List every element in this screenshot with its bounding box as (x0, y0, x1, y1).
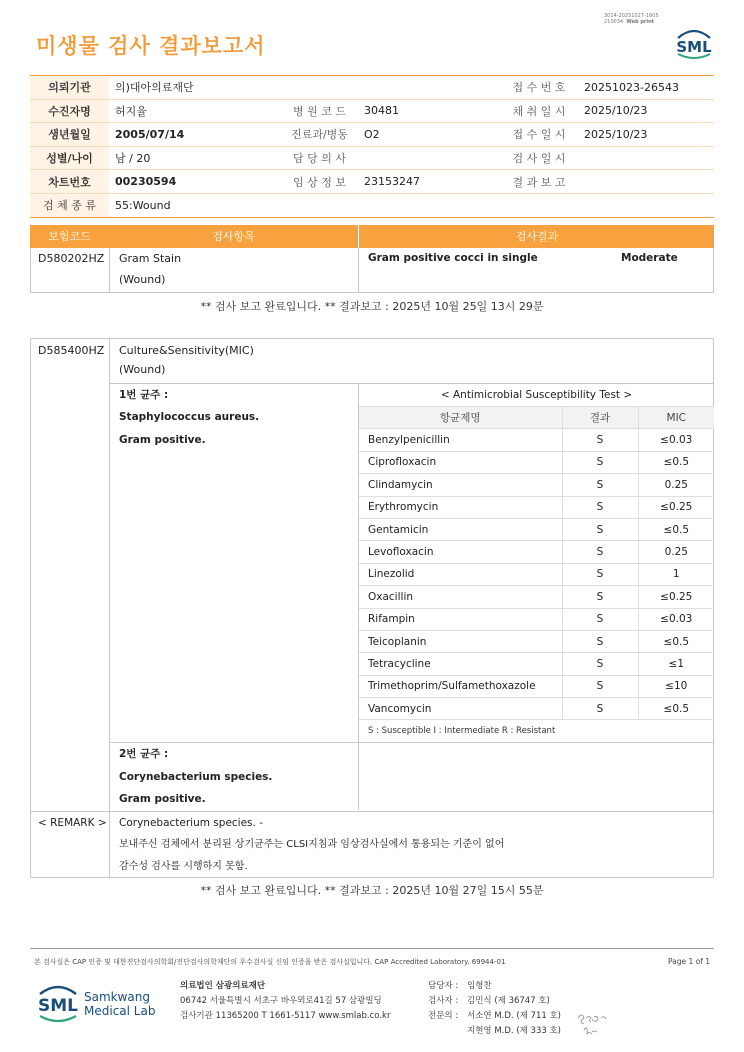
col-code-header: 보험코드 (48, 230, 91, 243)
ast-mic: ≤0.25 (638, 586, 714, 608)
ast-mic: 0.25 (638, 541, 714, 563)
logo-name-line2: Medical Lab (84, 1004, 156, 1018)
gram-stain-result: Gram positive cocci in single (368, 252, 538, 264)
org-address: 06742 서울특별시 서초구 바우뫼로41길 57 삼광빌딩 (180, 996, 382, 1006)
column-divider (109, 248, 110, 292)
ast-result: S (562, 630, 638, 652)
ast-row (359, 586, 714, 608)
ast-row (359, 608, 714, 630)
ast-mic: 1 (638, 563, 714, 585)
chart-no-value: 00230594 (109, 170, 281, 194)
info-row (30, 99, 714, 123)
ast-row (359, 653, 714, 675)
strain2-name: Corynebacterium species. (119, 771, 273, 783)
dept-value: O2 (358, 123, 500, 147)
logo-name-line1: Samkwang (84, 990, 150, 1004)
chart-no-label: 차트번호 (30, 170, 109, 194)
info-row (30, 123, 714, 147)
ast-mic: ≤0.5 (638, 630, 714, 652)
test-item-name: Gram Stain (119, 252, 182, 265)
patient-info-table (30, 75, 714, 218)
report-label: 결 과 보 고 (500, 170, 578, 194)
test-date-label: 검 사 일 시 (500, 146, 578, 170)
specimen-label: 검 체 종 류 (30, 193, 109, 217)
ast-drug-name: Gentamicin (359, 518, 562, 540)
doctor-value (358, 146, 500, 170)
ast-drug-name: Trimethoprim/Sulfamethoxazole (359, 675, 562, 697)
test-item-specimen: (Wound) (119, 273, 166, 286)
report-value (578, 170, 714, 194)
remark-line1: Corynebacterium species. - (119, 817, 263, 829)
ast-result: S (562, 675, 638, 697)
tester-name: 김민식 (제 36747 호) (467, 996, 550, 1006)
gram-stain-section (30, 248, 714, 293)
ast-title-row (359, 384, 714, 407)
strain1-gram: Gram positive. (119, 434, 206, 446)
sml-logo (672, 26, 716, 60)
ast-row (359, 496, 714, 518)
column-divider (358, 248, 359, 292)
report-complete-notice: ** 검사 보고 완료입니다. ** 결과보고 : 2025년 10월 25일 13시 29분 (200, 300, 544, 313)
tester-label: 검사자 : (428, 996, 459, 1006)
logo-sml-text: SML (38, 996, 78, 1016)
name-label: 수진자명 (30, 99, 109, 123)
ast-drug-name: Erythromycin (359, 496, 562, 518)
ast-mic: ≤1 (638, 653, 714, 675)
info-row (30, 193, 714, 217)
ast-row (359, 675, 714, 697)
ast-drug-name: Linezolid (359, 563, 562, 585)
ast-drug-name: Clindamycin (359, 474, 562, 496)
ast-mic: ≤0.5 (638, 698, 714, 720)
col-item-header: 검사항목 (212, 230, 255, 243)
ast-row (359, 630, 714, 652)
samkwang-logo (36, 980, 176, 1028)
ast-result: S (562, 474, 638, 496)
sex-age-label: 성별/나이 (30, 146, 109, 170)
doc-id-line2: 210034 (604, 19, 624, 25)
ast-result: S (562, 429, 638, 451)
ast-mic: ≤10 (638, 675, 714, 697)
col-result-header: 검사결과 (358, 225, 715, 248)
clinical-label: 임 상 정 보 (281, 170, 358, 194)
ast-drug-name: Levofloxacin (359, 541, 562, 563)
ast-result: S (562, 451, 638, 473)
page-title: 미생물 검사 결과보고서 (36, 34, 266, 58)
ast-drug-name: Tetracycline (359, 653, 562, 675)
ast-mic: 0.25 (638, 474, 714, 496)
ast-row (359, 474, 714, 496)
footer-divider (30, 948, 714, 949)
doc-id-line1: 3014-20251027-1605 (604, 13, 659, 19)
receipt-no-value: 20251023-26543 (578, 76, 714, 100)
culture-item-name: Culture&Sensitivity(MIC) (119, 344, 254, 357)
ast-drug-name: Rifampin (359, 608, 562, 630)
ast-mic: ≤0.03 (638, 608, 714, 630)
ast-drug-name: Oxacillin (359, 586, 562, 608)
request-org-value: 의)대아의료재단 (109, 76, 500, 100)
receipt-date-label: 접 수 일 시 (500, 123, 578, 147)
remark-label: < REMARK > (38, 817, 107, 829)
ast-result: S (562, 608, 638, 630)
ast-row (359, 563, 714, 585)
ast-title: < Antimicrobial Susceptibility Test > (440, 389, 633, 401)
ast-result: S (562, 586, 638, 608)
ast-mic: ≤0.25 (638, 496, 714, 518)
strain2-gram: Gram positive. (119, 793, 206, 805)
ast-result: S (562, 653, 638, 675)
ast-mic: ≤0.5 (638, 451, 714, 473)
ast-drug-name: Vancomycin (359, 698, 562, 720)
column-divider (109, 339, 110, 877)
collect-date-value: 2025/10/23 (578, 99, 714, 123)
ast-result: S (562, 518, 638, 540)
strain1-label: 1번 균주 : (119, 389, 169, 401)
ast-mic: ≤0.5 (638, 518, 714, 540)
result-table-header (30, 225, 714, 248)
gram-stain-amount: Moderate (621, 252, 678, 264)
birth-label: 생년월일 (30, 123, 109, 147)
row-divider (31, 811, 714, 812)
ast-row (359, 541, 714, 563)
ast-header-row (359, 407, 714, 429)
info-row (30, 170, 714, 194)
row-divider (109, 742, 714, 743)
ast-drug-name: Teicoplanin (359, 630, 562, 652)
ast-result: S (562, 541, 638, 563)
hospital-code-label: 병 원 코 드 (281, 99, 358, 123)
test-code: D580202HZ (38, 252, 105, 265)
culture-item-specimen: (Wound) (119, 363, 166, 376)
doctor2-name: 지현영 M.D. (제 333 호) (467, 1026, 562, 1036)
doctor-label: 담 당 의 사 (281, 146, 358, 170)
ast-mic: ≤0.03 (638, 429, 714, 451)
ast-row (359, 518, 714, 540)
ast-result: S (562, 563, 638, 585)
info-row (30, 76, 714, 100)
hospital-code-value: 30481 (358, 99, 500, 123)
remark-line3: 감수성 검사를 시행하지 못함. (119, 861, 248, 872)
ast-legend: S : Susceptible I : Intermediate R : Resistant (359, 720, 714, 742)
collect-date-label: 채 취 일 시 (500, 99, 578, 123)
ast-col-result: 결과 (562, 407, 638, 429)
ast-drug-name: Benzylpenicillin (359, 429, 562, 451)
staff-name: 임형찬 (467, 981, 492, 991)
info-row (30, 146, 714, 170)
clinical-value: 23153247 (358, 170, 500, 194)
page-number: Page 1 of 1 (668, 957, 711, 966)
specimen-value: 55:Wound (109, 193, 714, 217)
ast-table (359, 384, 714, 741)
web-print-label: Web print (626, 19, 655, 25)
birth-value: 2005/07/14 (109, 123, 281, 147)
ast-col-drug: 항균제명 (359, 407, 562, 429)
ast-result: S (562, 496, 638, 518)
ast-col-mic: MIC (638, 407, 714, 429)
ast-result: S (562, 698, 638, 720)
sex-age-value: 남 / 20 (109, 146, 281, 170)
receipt-no-label: 접 수 번 호 (500, 76, 578, 100)
ast-drug-name: Ciprofloxacin (359, 451, 562, 473)
document-id (604, 13, 659, 25)
strain2-label: 2번 균주 : (119, 748, 169, 760)
report-complete-notice: ** 검사 보고 완료입니다. ** 결과보고 : 2025년 10월 27일 15시 55분 (200, 884, 544, 897)
ast-row (359, 429, 714, 451)
strain1-name: Staphylococcus aureus. (119, 411, 260, 423)
receipt-date-value: 2025/10/23 (578, 123, 714, 147)
remark-line2: 보내주신 검체에서 분리된 상기균주는 CLSI지침과 임상검사실에서 통용되는 기준이 없어 (119, 839, 505, 850)
ast-legend-row (359, 720, 714, 742)
signature-image (574, 1008, 610, 1040)
ast-row (359, 698, 714, 720)
dept-label: 진료과/병동 (281, 123, 358, 147)
doctor-label: 전문의 : (428, 1011, 459, 1021)
doctor1-name: 서소연 M.D. (제 711 호) (467, 1011, 562, 1021)
ast-row (359, 451, 714, 473)
culture-code: D585400HZ (38, 344, 105, 357)
accreditation-note: 본 검사실은 CAP 인증 및 대한진단검사의학회/진단검사의학재단의 우수검사실 신임 인증을 받은 검사실입니다. CAP Accredited Laboratory. 69944-01 (34, 958, 506, 966)
org-contact: 검사기관 11365200 T 1661-5117 www.smlab.co.kr (180, 1011, 391, 1021)
org-name: 의료법인 삼광의료재단 (180, 981, 266, 991)
name-value: 허지율 (109, 99, 281, 123)
staff-label: 담당자 : (428, 981, 459, 991)
request-org-label: 의뢰기관 (30, 76, 109, 100)
logo-text: SML (676, 38, 712, 56)
test-date-value (578, 146, 714, 170)
culture-section (30, 338, 714, 878)
